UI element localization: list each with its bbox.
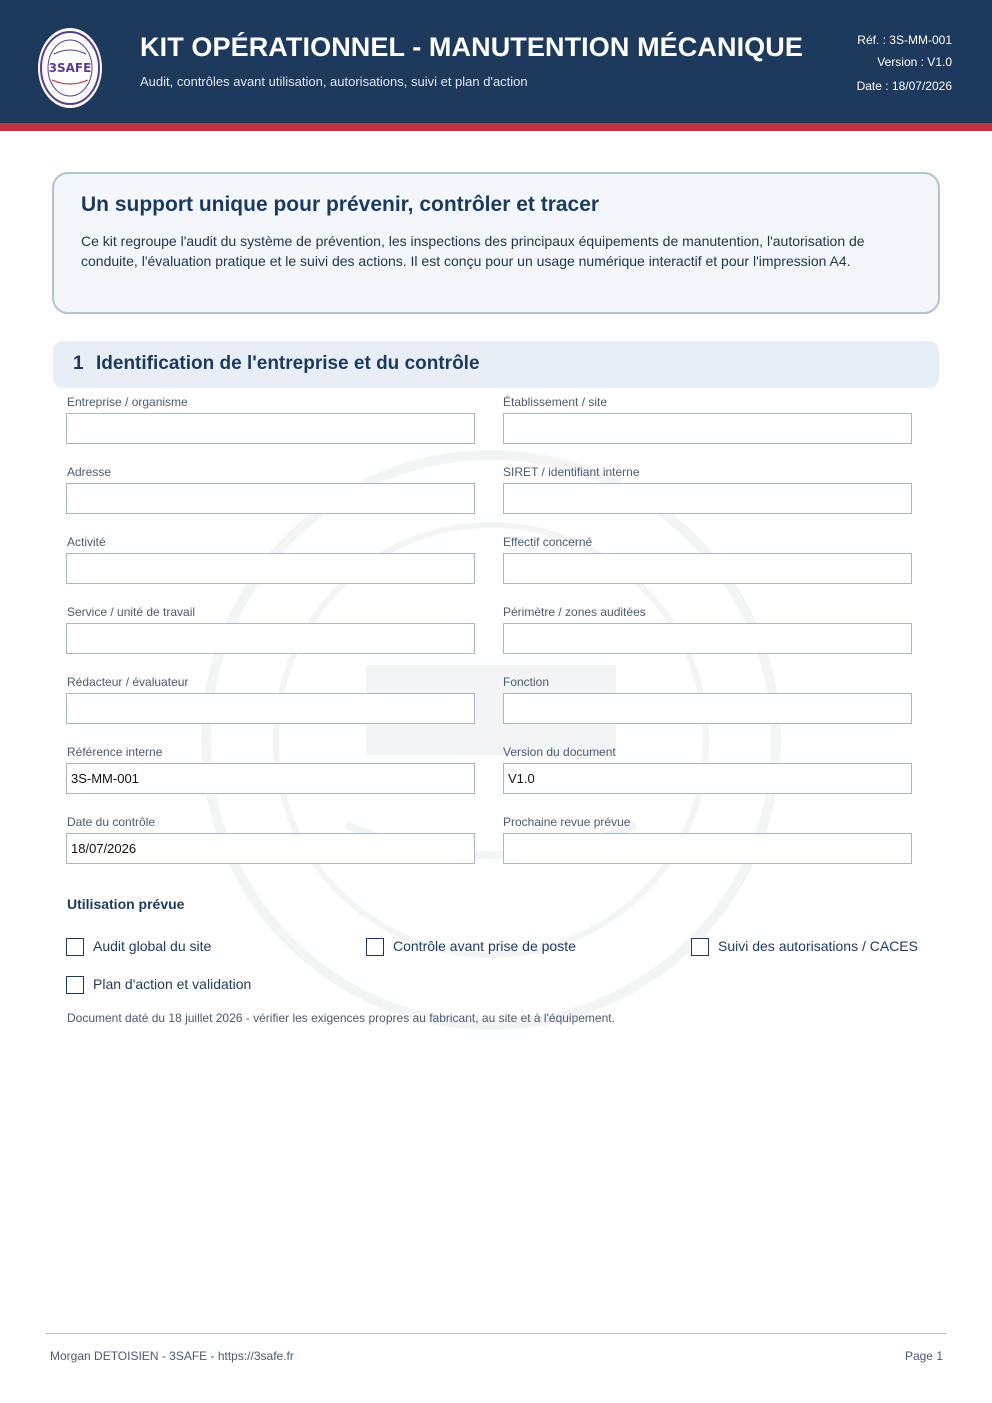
label-adresse: Adresse — [67, 465, 112, 479]
document-version: Version : V1.0 — [877, 55, 952, 69]
label-entreprise: Entreprise / organisme — [67, 395, 188, 409]
section-header-identification — [53, 341, 939, 388]
company-logo — [38, 28, 102, 108]
date-controle-input[interactable] — [66, 833, 475, 864]
date-note: Document daté du 18 juillet 2026 - vérifier les exigences propres au fabricant, au site et à l'équipement. — [67, 1011, 615, 1025]
fonction-input[interactable] — [503, 693, 912, 724]
logo-seal-icon — [38, 28, 102, 108]
document-date: Date : 18/07/2026 — [856, 79, 952, 93]
label-redacteur: Rédacteur / évaluateur — [67, 675, 189, 689]
footer-page-number: Page 1 — [904, 1349, 943, 1363]
adresse-input[interactable] — [66, 483, 475, 514]
logo-text: 3SAFE — [48, 61, 92, 75]
audit-global-label[interactable]: Audit global du site — [93, 938, 212, 954]
version-document-input[interactable] — [503, 763, 912, 794]
document-header — [0, 0, 992, 123]
label-activite: Activité — [67, 535, 106, 549]
etablissement-input[interactable] — [503, 413, 912, 444]
document-reference: Réf. : 3S-MM-001 — [857, 33, 952, 47]
audit-global-checkbox[interactable] — [66, 938, 84, 956]
document-title: KIT OPÉRATIONNEL - MANUTENTION MÉCANIQUE — [140, 32, 803, 62]
activite-input[interactable] — [66, 553, 475, 584]
label-perimetre: Périmètre / zones auditées — [503, 605, 646, 619]
perimetre-input[interactable] — [503, 623, 912, 654]
effectif-input[interactable] — [503, 553, 912, 584]
label-service: Service / unité de travail — [67, 605, 196, 619]
intro-text: Ce kit regroupe l'audit du système de prévention, les inspections des principaux équipements de manutention, l'autorisation de conduite, l'évaluation pratique et le suivi des actions. Il est conçu pour un usage numérique interactif et pour l'impression A4. — [81, 233, 865, 269]
label-etablissement: Établissement / site — [503, 395, 608, 409]
label-version-document: Version du document — [503, 745, 616, 759]
service-input[interactable] — [66, 623, 475, 654]
footer-divider — [46, 1333, 946, 1334]
suivi-autorisations-label[interactable]: Suivi des autorisations / CACES — [718, 938, 918, 954]
label-siret: SIRET / identifiant interne — [503, 465, 640, 479]
controle-prise-poste-checkbox[interactable] — [366, 938, 384, 956]
intro-title: Un support unique pour prévenir, contrôler et tracer — [81, 193, 600, 216]
label-fonction: Fonction — [503, 675, 550, 689]
document-subtitle: Audit, contrôles avant utilisation, autorisations, suivi et plan d'action — [140, 74, 528, 89]
controle-prise-poste-label[interactable]: Contrôle avant prise de poste — [393, 938, 576, 954]
redacteur-input[interactable] — [66, 693, 475, 724]
label-date-controle: Date du contrôle — [67, 815, 156, 829]
intro-box — [52, 172, 940, 314]
label-reference-interne: Référence interne — [67, 745, 163, 759]
section-title: Identification de l'entreprise et du contrôle — [96, 353, 480, 374]
suivi-autorisations-checkbox[interactable] — [691, 938, 709, 956]
label-effectif: Effectif concerné — [503, 535, 593, 549]
plan-action-label[interactable]: Plan d'action et validation — [93, 976, 252, 992]
header-accent-stripe — [0, 123, 992, 131]
reference-interne-input[interactable] — [66, 763, 475, 794]
label-prochaine-revue: Prochaine revue prévue — [503, 815, 631, 829]
plan-action-checkbox[interactable] — [66, 976, 84, 994]
footer-author: Morgan DETOISIEN - 3SAFE - https://3safe.fr — [50, 1349, 294, 1363]
entreprise-input[interactable] — [66, 413, 475, 444]
section-number: 1 — [73, 353, 84, 374]
prochaine-revue-input[interactable] — [503, 833, 912, 864]
usage-title: Utilisation prévue — [67, 896, 185, 912]
siret-input[interactable] — [503, 483, 912, 514]
